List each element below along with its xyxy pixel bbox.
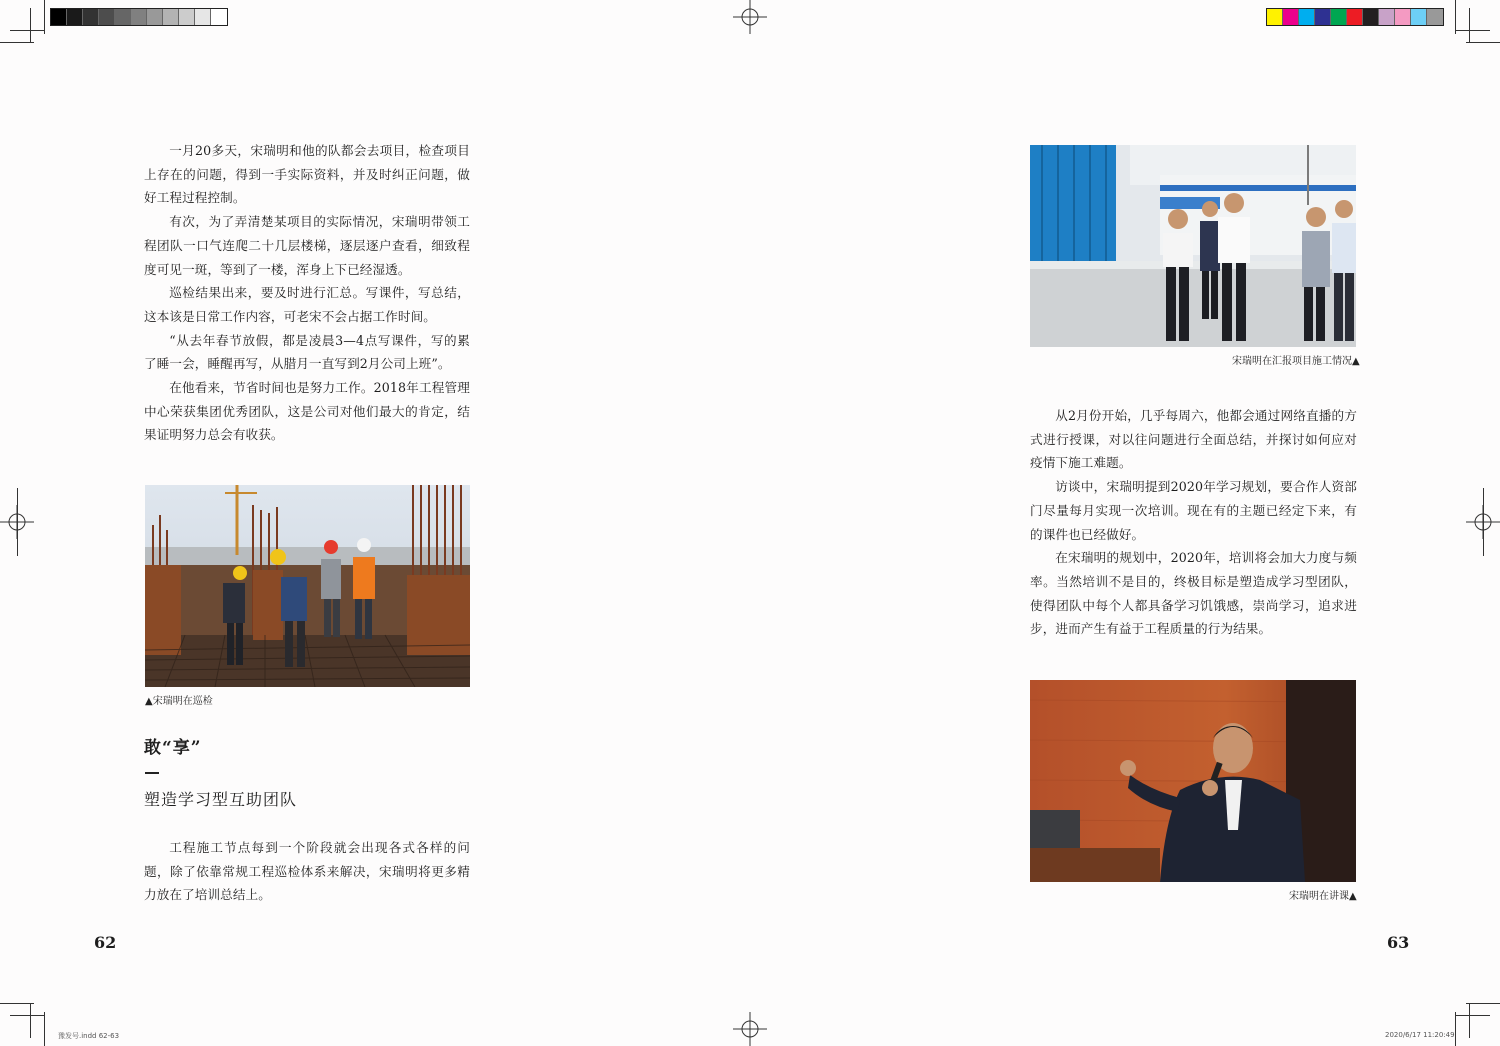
- paragraph: 访谈中，宋瑞明提到2020年学习规划，要合作人资部门尽量每月实现一次培训。现在有的主题已经定下来，有的课件也已经做好。: [1030, 479, 1357, 542]
- color-swatch: [1347, 9, 1363, 25]
- photo-caption: ▲宋瑞明在巡检: [145, 696, 213, 707]
- color-swatch: [1331, 9, 1347, 25]
- color-swatch: [131, 9, 147, 25]
- photo-site-inspection: [145, 485, 470, 687]
- photo-caption: 宋瑞明在汇报项目施工情况▲: [1232, 356, 1360, 367]
- color-swatch: [1411, 9, 1427, 25]
- paragraph: 在他看来，节省时间也是努力工作。2018年工程管理中心荣获集团优秀团队，这是公司对他们最大的肯定，结果证明努力总会有收获。: [144, 380, 470, 443]
- color-swatch: [1267, 9, 1283, 25]
- crop-mark: [1466, 42, 1500, 43]
- color-swatch: [51, 9, 67, 25]
- registration-mark-icon: [733, 1012, 767, 1046]
- process-color-bar: [1266, 8, 1444, 26]
- crop-mark: [44, 0, 45, 34]
- color-swatch: [1315, 9, 1331, 25]
- color-swatch: [1427, 9, 1443, 25]
- section-divider: [145, 772, 159, 774]
- page-number-left: 62: [94, 933, 117, 952]
- left-body-text-2: [144, 836, 470, 907]
- color-swatch: [195, 9, 211, 25]
- color-swatch: [1379, 9, 1395, 25]
- photo-lecture: [1030, 680, 1356, 882]
- paragraph: 有次，为了弄清楚某项目的实际情况，宋瑞明带领工程团队一口气连爬二十几层楼梯，逐层逐户查看，细致程度可见一斑，等到了一楼，浑身上下已经湿透。: [144, 214, 470, 277]
- color-swatch: [211, 9, 227, 25]
- crop-mark: [10, 30, 44, 31]
- print-slug-right: 2020/6/17 11:20:49: [1385, 1031, 1455, 1039]
- color-swatch: [163, 9, 179, 25]
- crop-mark: [1469, 1004, 1470, 1038]
- crop-mark: [0, 42, 34, 43]
- photo-site-report: [1030, 145, 1356, 347]
- crop-mark: [44, 1012, 45, 1046]
- crop-mark: [1456, 1015, 1490, 1016]
- color-swatch: [179, 9, 195, 25]
- crop-mark: [30, 1004, 31, 1038]
- gray-color-bar: [50, 8, 228, 26]
- crop-mark: [1466, 1003, 1500, 1004]
- registration-line: [1483, 488, 1484, 556]
- registration-mark-icon: [733, 0, 767, 34]
- crop-mark: [1456, 30, 1490, 31]
- page-number-right: 63: [1387, 933, 1410, 952]
- paragraph: 从2月份开始，几乎每周六，他都会通过网络直播的方式进行授课，对以往问题进行全面总结，并探讨如何应对疫情下施工难题。: [1030, 408, 1357, 471]
- color-swatch: [1283, 9, 1299, 25]
- color-swatch: [67, 9, 83, 25]
- registration-line: [17, 488, 18, 556]
- color-swatch: [99, 9, 115, 25]
- crop-mark: [10, 1015, 44, 1016]
- color-swatch: [115, 9, 131, 25]
- paragraph: 工程施工节点每到一个阶段就会出现各式各样的问题，除了依靠常规工程巡检体系来解决，宋瑞明将更多精力放在了培训总结上。: [144, 840, 470, 903]
- section-title: 敢“享”: [144, 738, 202, 758]
- paragraph: 巡检结果出来，要及时进行汇总。写课件，写总结，这本该是日常工作内容，可老宋不会占据工作时间。: [144, 285, 470, 324]
- section-subtitle: 塑造学习型互助团队: [144, 790, 298, 809]
- crop-mark: [0, 1003, 34, 1004]
- left-body-text: [144, 139, 470, 447]
- paragraph: 一月20多天，宋瑞明和他的队都会去项目，检查项目上存在的问题，得到一手实际资料，并及时纠正问题，做好工程过程控制。: [144, 143, 470, 206]
- color-swatch: [1395, 9, 1411, 25]
- crop-mark: [1469, 8, 1470, 42]
- photo-caption: 宋瑞明在讲课▲: [1289, 891, 1357, 902]
- crop-mark: [30, 8, 31, 42]
- print-slug-left: 豫发号.indd 62-63: [58, 1032, 120, 1040]
- paragraph: “从去年春节放假，都是凌晨3—4点写课件，写的累了睡一会，睡醒再写，从腊月一直写到2月公司上班”。: [144, 332, 470, 372]
- color-swatch: [147, 9, 163, 25]
- paragraph: 在宋瑞明的规划中，2020年，培训将会加大力度与频率。当然培训不是目的，终极目标是塑造成学习型团队，使得团队中每个人都具备学习饥饿感，崇尚学习，追求进步，进而产生有益于工程质量的行为结果。: [1030, 550, 1357, 637]
- right-body-text: [1030, 404, 1357, 641]
- color-swatch: [1363, 9, 1379, 25]
- crop-mark: [1455, 0, 1456, 34]
- color-swatch: [83, 9, 99, 25]
- color-swatch: [1299, 9, 1315, 25]
- crop-mark: [1455, 1012, 1456, 1046]
